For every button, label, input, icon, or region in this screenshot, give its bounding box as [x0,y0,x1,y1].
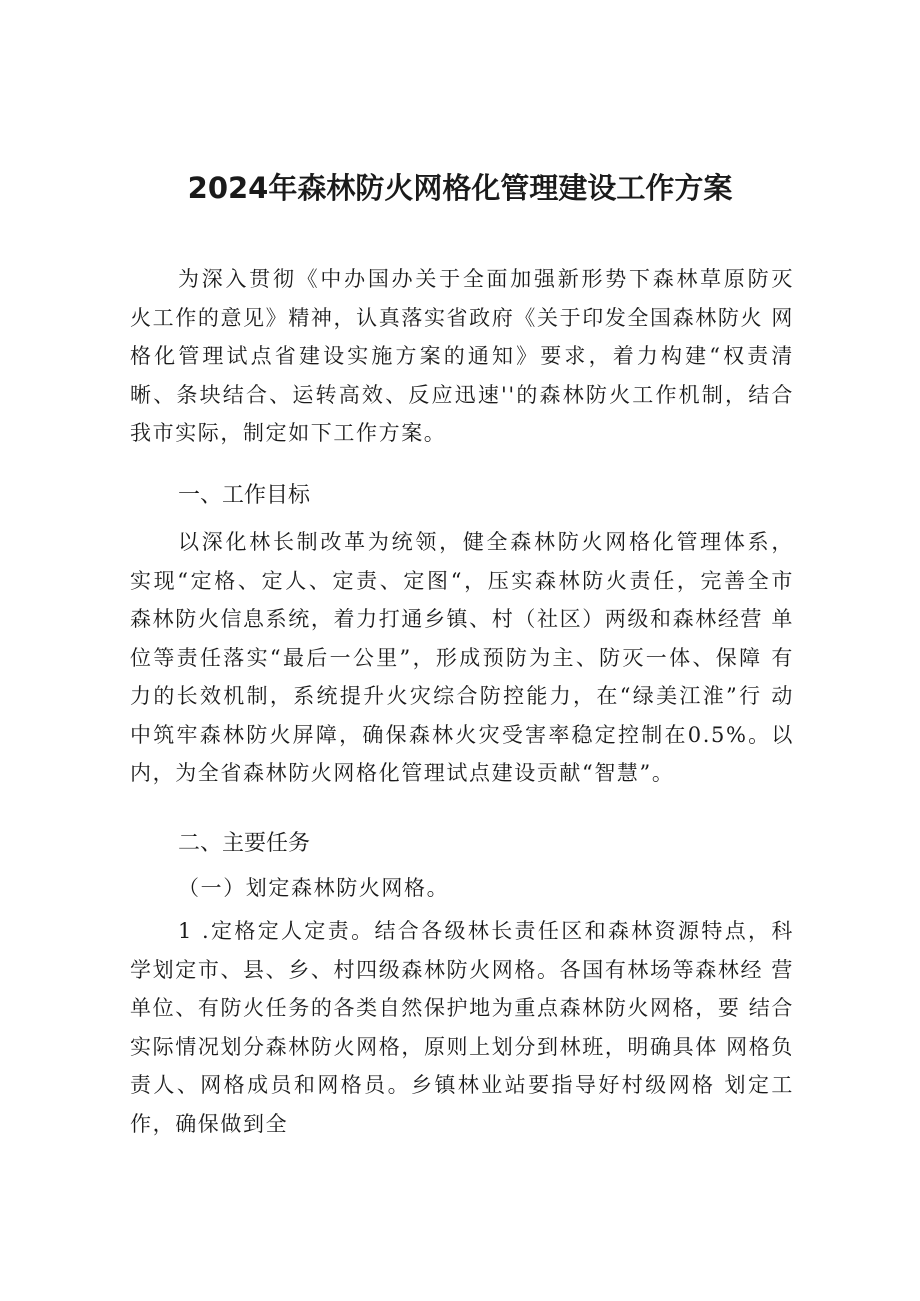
intro-text: 为深入贯彻《中办国办关于全面加强新形势下森林草原防灭 火工作的意见》精神，认真落实省政府《关于印发全国森林防火 网格化管理试点省建设实施方案的通知》要求，着力构建“权责清 晰、条块结合、运转高效、反应迅速''的森林防火工作机制，结合 我市实际，制定如下工作方案。 [130,267,794,445]
intro-paragraph [130,260,794,453]
item1-text: 1 .定格定人定责。结合各级林长责任区和森林资源特点，科 学划定市、县、乡、村四级森林防火网格。各国有林场等森林经 营单位、有防火任务的各类自然保护地为重点森林防火网格，要 结合实际情况划分森林防火网格，原则上划分到林班，明确具体 网格负责人、网格成员和网格员。乡镇林业站要指导好村级网格 划定工作，确保做到全 [130,919,794,1136]
section2-heading: 二、主要任务 [178,831,311,856]
subsection1-heading: （一）划定森林防火网格。 [178,876,450,900]
item1-paragraph [130,912,794,1143]
document-title: 2024年森林防火网格化管理建设工作方案 [187,171,733,205]
section1-heading: 一、工作目标 [178,483,311,508]
section1-paragraph [130,523,794,793]
section1-text: 以深化林长制改革为统领，健全森林防火网格化管理体系， 实现“定格、定人、定责、定图“，压实森林防火责任，完善全市 森林防火信息系统，着力打通乡镇、村（社区）两级和森林经营 单位等责任落实“最后一公里”，形成预防为主、防灭一体、保障 有力的长效机制，系统提升火灾综合防控能力，在“绿美江淮”行 动中筑牢森林防火屏障，确保森林火灾受害率稳定控制在0.5%。以 内，为全省森林防火网格化管理试点建设贡献“智慧”。 [130,530,794,785]
